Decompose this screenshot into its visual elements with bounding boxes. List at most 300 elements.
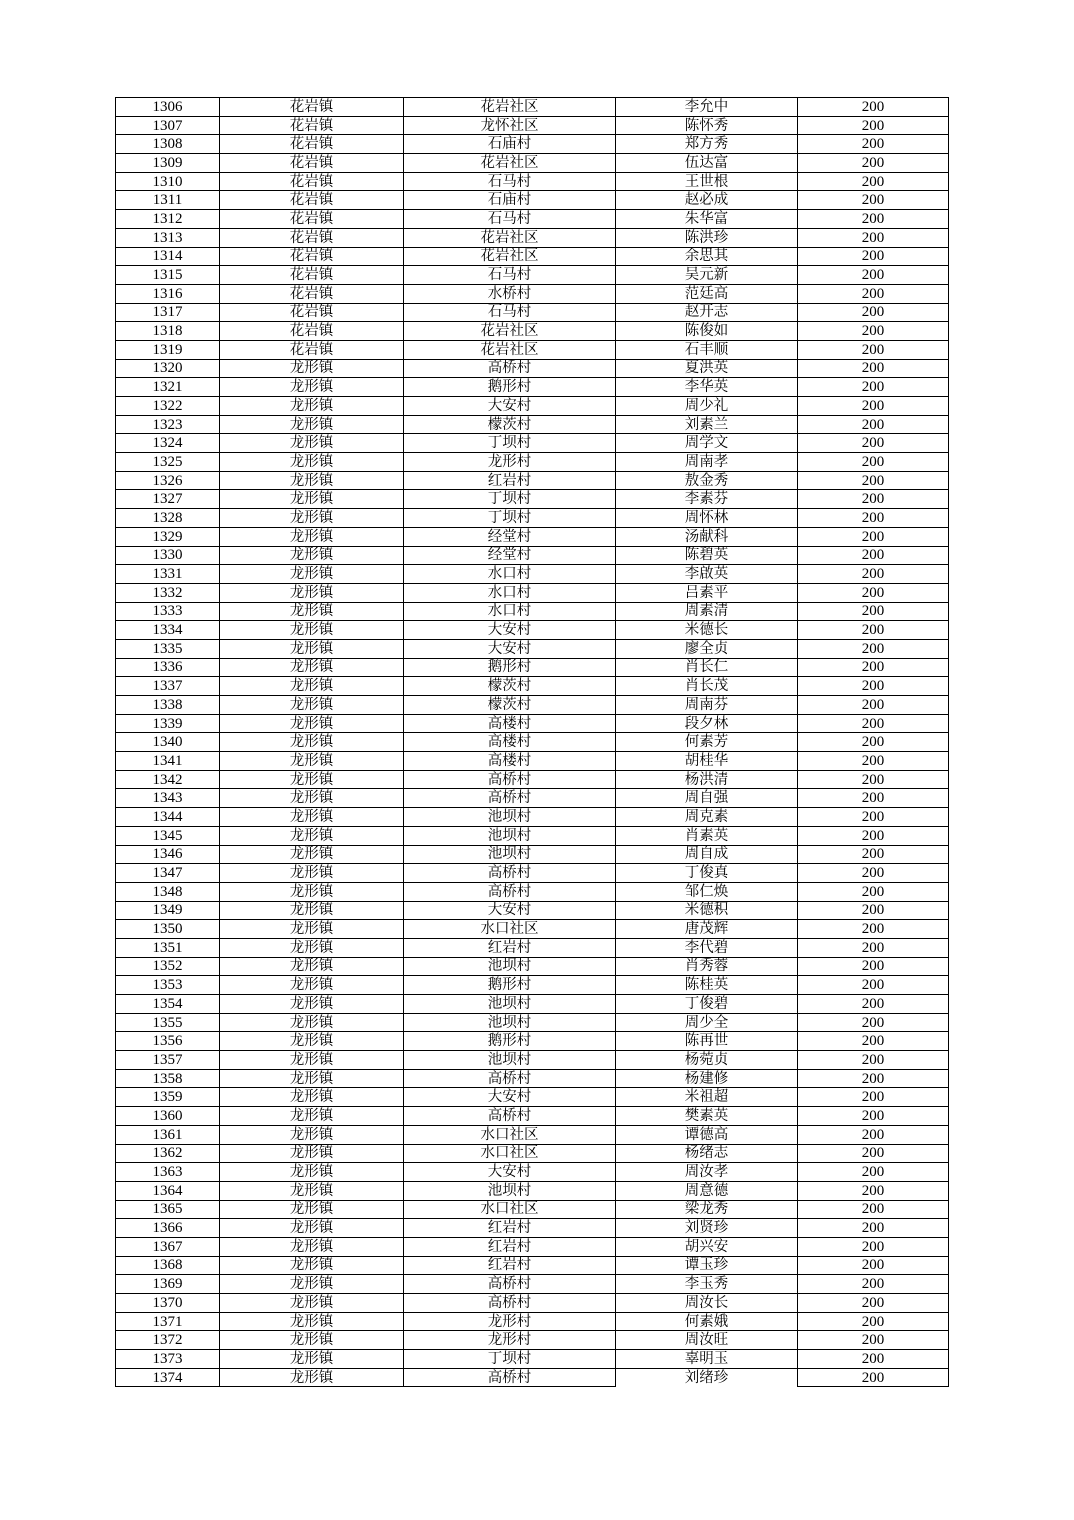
village-cell: 红岩村 xyxy=(404,1237,616,1256)
serial-number-cell: 1364 xyxy=(116,1181,220,1200)
village-cell: 池坝村 xyxy=(404,1051,616,1070)
name-cell: 邹仁焕 xyxy=(616,882,798,901)
name-cell: 段夕林 xyxy=(616,714,798,733)
serial-number-cell: 1323 xyxy=(116,415,220,434)
village-cell: 龙形村 xyxy=(404,1312,616,1331)
town-cell: 龙形镇 xyxy=(220,378,404,397)
name-cell: 李玉秀 xyxy=(616,1275,798,1294)
name-cell: 刘素兰 xyxy=(616,415,798,434)
town-cell: 龙形镇 xyxy=(220,1163,404,1182)
name-cell: 周汝孝 xyxy=(616,1163,798,1182)
table-row xyxy=(116,172,949,191)
village-cell: 高桥村 xyxy=(404,789,616,808)
table-row xyxy=(116,415,949,434)
serial-number-cell: 1343 xyxy=(116,789,220,808)
amount-cell: 200 xyxy=(798,1051,949,1070)
table-row xyxy=(116,677,949,696)
name-cell: 李素芬 xyxy=(616,490,798,509)
name-cell: 肖素英 xyxy=(616,826,798,845)
amount-cell: 200 xyxy=(798,378,949,397)
amount-cell: 200 xyxy=(798,696,949,715)
amount-cell: 200 xyxy=(798,284,949,303)
amount-cell: 200 xyxy=(798,340,949,359)
amount-cell: 200 xyxy=(798,1032,949,1051)
town-cell: 龙形镇 xyxy=(220,1237,404,1256)
table-row xyxy=(116,1256,949,1275)
name-cell: 石丰顺 xyxy=(616,340,798,359)
town-cell: 龙形镇 xyxy=(220,1294,404,1313)
serial-number-cell: 1316 xyxy=(116,284,220,303)
serial-number-cell: 1334 xyxy=(116,621,220,640)
name-cell: 王世根 xyxy=(616,172,798,191)
table-row xyxy=(116,901,949,920)
village-cell: 高楼村 xyxy=(404,752,616,771)
town-cell: 龙形镇 xyxy=(220,583,404,602)
name-cell: 伍达富 xyxy=(616,154,798,173)
town-cell: 龙形镇 xyxy=(220,639,404,658)
name-cell: 刘绪珍 xyxy=(616,1368,798,1387)
town-cell: 花岩镇 xyxy=(220,228,404,247)
name-cell: 赵必成 xyxy=(616,191,798,210)
serial-number-cell: 1344 xyxy=(116,808,220,827)
amount-cell: 200 xyxy=(798,733,949,752)
name-cell: 吴元新 xyxy=(616,266,798,285)
amount-cell: 200 xyxy=(798,658,949,677)
amount-cell: 200 xyxy=(798,322,949,341)
serial-number-cell: 1333 xyxy=(116,602,220,621)
serial-number-cell: 1349 xyxy=(116,901,220,920)
name-cell: 胡桂华 xyxy=(616,752,798,771)
serial-number-cell: 1360 xyxy=(116,1107,220,1126)
village-cell: 经堂村 xyxy=(404,546,616,565)
serial-number-cell: 1371 xyxy=(116,1312,220,1331)
name-cell: 朱华富 xyxy=(616,210,798,229)
amount-cell: 200 xyxy=(798,490,949,509)
serial-number-cell: 1324 xyxy=(116,434,220,453)
serial-number-cell: 1317 xyxy=(116,303,220,322)
name-cell: 周素清 xyxy=(616,602,798,621)
table-row xyxy=(116,1125,949,1144)
village-cell: 经堂村 xyxy=(404,527,616,546)
table-row xyxy=(116,1237,949,1256)
table-row xyxy=(116,733,949,752)
table-row xyxy=(116,1181,949,1200)
amount-cell: 200 xyxy=(798,995,949,1014)
amount-cell: 200 xyxy=(798,901,949,920)
town-cell: 龙形镇 xyxy=(220,453,404,472)
town-cell: 龙形镇 xyxy=(220,621,404,640)
amount-cell: 200 xyxy=(798,826,949,845)
table-row xyxy=(116,1088,949,1107)
table-row xyxy=(116,583,949,602)
town-cell: 龙形镇 xyxy=(220,1069,404,1088)
table-row xyxy=(116,509,949,528)
amount-cell: 200 xyxy=(798,752,949,771)
serial-number-cell: 1350 xyxy=(116,920,220,939)
table-row xyxy=(116,770,949,789)
amount-cell: 200 xyxy=(798,957,949,976)
village-cell: 丁坝村 xyxy=(404,490,616,509)
village-cell: 大安村 xyxy=(404,621,616,640)
amount-cell: 200 xyxy=(798,1219,949,1238)
serial-number-cell: 1337 xyxy=(116,677,220,696)
table-row xyxy=(116,116,949,135)
amount-cell: 200 xyxy=(798,1350,949,1369)
town-cell: 龙形镇 xyxy=(220,1144,404,1163)
table-row xyxy=(116,191,949,210)
table-row xyxy=(116,378,949,397)
amount-cell: 200 xyxy=(798,714,949,733)
town-cell: 龙形镇 xyxy=(220,752,404,771)
table-row xyxy=(116,135,949,154)
serial-number-cell: 1351 xyxy=(116,938,220,957)
name-cell: 周学文 xyxy=(616,434,798,453)
name-cell: 周自成 xyxy=(616,845,798,864)
town-cell: 龙形镇 xyxy=(220,1051,404,1070)
serial-number-cell: 1308 xyxy=(116,135,220,154)
table-row xyxy=(116,527,949,546)
amount-cell: 200 xyxy=(798,920,949,939)
village-cell: 石马村 xyxy=(404,172,616,191)
table-row xyxy=(116,1069,949,1088)
serial-number-cell: 1345 xyxy=(116,826,220,845)
village-cell: 高桥村 xyxy=(404,770,616,789)
amount-cell: 200 xyxy=(798,172,949,191)
village-cell: 高楼村 xyxy=(404,714,616,733)
town-cell: 龙形镇 xyxy=(220,677,404,696)
village-cell: 池坝村 xyxy=(404,826,616,845)
serial-number-cell: 1367 xyxy=(116,1237,220,1256)
table-row xyxy=(116,1051,949,1070)
village-cell: 池坝村 xyxy=(404,808,616,827)
village-cell: 红岩村 xyxy=(404,1219,616,1238)
village-cell: 高桥村 xyxy=(404,882,616,901)
serial-number-cell: 1313 xyxy=(116,228,220,247)
amount-cell: 200 xyxy=(798,1294,949,1313)
village-cell: 高桥村 xyxy=(404,864,616,883)
village-cell: 花岩社区 xyxy=(404,154,616,173)
village-cell: 花岩社区 xyxy=(404,247,616,266)
village-cell: 丁坝村 xyxy=(404,1350,616,1369)
serial-number-cell: 1336 xyxy=(116,658,220,677)
serial-number-cell: 1373 xyxy=(116,1350,220,1369)
amount-cell: 200 xyxy=(798,789,949,808)
name-cell: 陈怀秀 xyxy=(616,116,798,135)
amount-cell: 200 xyxy=(798,639,949,658)
amount-cell: 200 xyxy=(798,621,949,640)
name-cell: 丁俊真 xyxy=(616,864,798,883)
town-cell: 龙形镇 xyxy=(220,1032,404,1051)
serial-number-cell: 1346 xyxy=(116,845,220,864)
name-cell: 周汝长 xyxy=(616,1294,798,1313)
name-cell: 周南芬 xyxy=(616,696,798,715)
serial-number-cell: 1335 xyxy=(116,639,220,658)
serial-number-cell: 1340 xyxy=(116,733,220,752)
amount-cell: 200 xyxy=(798,210,949,229)
amount-cell: 200 xyxy=(798,677,949,696)
name-cell: 肖长仁 xyxy=(616,658,798,677)
table-row xyxy=(116,266,949,285)
name-cell: 杨洪清 xyxy=(616,770,798,789)
village-cell: 花岩社区 xyxy=(404,340,616,359)
village-cell: 丁坝村 xyxy=(404,434,616,453)
name-cell: 范廷高 xyxy=(616,284,798,303)
amount-cell: 200 xyxy=(798,471,949,490)
town-cell: 龙形镇 xyxy=(220,976,404,995)
table-row xyxy=(116,1013,949,1032)
table-row xyxy=(116,882,949,901)
table-row xyxy=(116,808,949,827)
serial-number-cell: 1357 xyxy=(116,1051,220,1070)
serial-number-cell: 1318 xyxy=(116,322,220,341)
name-cell: 李代碧 xyxy=(616,938,798,957)
amount-cell: 200 xyxy=(798,864,949,883)
name-cell: 米祖超 xyxy=(616,1088,798,1107)
amount-cell: 200 xyxy=(798,546,949,565)
village-cell: 池坝村 xyxy=(404,957,616,976)
town-cell: 龙形镇 xyxy=(220,938,404,957)
village-cell: 池坝村 xyxy=(404,1013,616,1032)
serial-number-cell: 1312 xyxy=(116,210,220,229)
serial-number-cell: 1331 xyxy=(116,565,220,584)
amount-cell: 200 xyxy=(798,938,949,957)
serial-number-cell: 1356 xyxy=(116,1032,220,1051)
table-row xyxy=(116,1350,949,1369)
table-row xyxy=(116,1107,949,1126)
town-cell: 龙形镇 xyxy=(220,1125,404,1144)
amount-cell: 200 xyxy=(798,976,949,995)
table-row xyxy=(116,845,949,864)
table-row xyxy=(116,658,949,677)
village-cell: 高桥村 xyxy=(404,359,616,378)
town-cell: 龙形镇 xyxy=(220,397,404,416)
village-cell: 池坝村 xyxy=(404,1181,616,1200)
village-cell: 水口社区 xyxy=(404,1144,616,1163)
name-cell: 李啟英 xyxy=(616,565,798,584)
town-cell: 龙形镇 xyxy=(220,995,404,1014)
town-cell: 龙形镇 xyxy=(220,845,404,864)
town-cell: 龙形镇 xyxy=(220,471,404,490)
town-cell: 龙形镇 xyxy=(220,490,404,509)
serial-number-cell: 1307 xyxy=(116,116,220,135)
town-cell: 花岩镇 xyxy=(220,303,404,322)
name-cell: 何素娥 xyxy=(616,1312,798,1331)
town-cell: 龙形镇 xyxy=(220,920,404,939)
table-row xyxy=(116,826,949,845)
amount-cell: 200 xyxy=(798,228,949,247)
name-cell: 梁龙秀 xyxy=(616,1200,798,1219)
table-row xyxy=(116,565,949,584)
amount-cell: 200 xyxy=(798,415,949,434)
table-row xyxy=(116,247,949,266)
town-cell: 龙形镇 xyxy=(220,546,404,565)
serial-number-cell: 1309 xyxy=(116,154,220,173)
table-row xyxy=(116,1331,949,1350)
village-cell: 石马村 xyxy=(404,266,616,285)
village-cell: 石马村 xyxy=(404,303,616,322)
name-cell: 周少礼 xyxy=(616,397,798,416)
village-cell: 鹅形村 xyxy=(404,1032,616,1051)
name-cell: 周南孝 xyxy=(616,453,798,472)
serial-number-cell: 1321 xyxy=(116,378,220,397)
amount-cell: 200 xyxy=(798,565,949,584)
town-cell: 龙形镇 xyxy=(220,602,404,621)
village-cell: 高桥村 xyxy=(404,1275,616,1294)
town-cell: 花岩镇 xyxy=(220,154,404,173)
village-cell: 红岩村 xyxy=(404,938,616,957)
serial-number-cell: 1361 xyxy=(116,1125,220,1144)
serial-number-cell: 1347 xyxy=(116,864,220,883)
name-cell: 米德积 xyxy=(616,901,798,920)
name-cell: 敖金秀 xyxy=(616,471,798,490)
name-cell: 杨绪志 xyxy=(616,1144,798,1163)
serial-number-cell: 1348 xyxy=(116,882,220,901)
name-cell: 余思其 xyxy=(616,247,798,266)
village-cell: 大安村 xyxy=(404,397,616,416)
amount-cell: 200 xyxy=(798,453,949,472)
table-body xyxy=(116,98,949,1387)
village-cell: 花岩社区 xyxy=(404,228,616,247)
serial-number-cell: 1325 xyxy=(116,453,220,472)
town-cell: 龙形镇 xyxy=(220,714,404,733)
table-row xyxy=(116,1032,949,1051)
village-cell: 花岩社区 xyxy=(404,98,616,117)
town-cell: 龙形镇 xyxy=(220,826,404,845)
town-cell: 龙形镇 xyxy=(220,1350,404,1369)
amount-cell: 200 xyxy=(798,154,949,173)
town-cell: 龙形镇 xyxy=(220,789,404,808)
name-cell: 周克素 xyxy=(616,808,798,827)
name-cell: 吕素平 xyxy=(616,583,798,602)
town-cell: 花岩镇 xyxy=(220,98,404,117)
amount-cell: 200 xyxy=(798,1144,949,1163)
village-cell: 龙怀社区 xyxy=(404,116,616,135)
name-cell: 周意德 xyxy=(616,1181,798,1200)
serial-number-cell: 1372 xyxy=(116,1331,220,1350)
serial-number-cell: 1355 xyxy=(116,1013,220,1032)
village-cell: 龙形村 xyxy=(404,1331,616,1350)
name-cell: 谭德高 xyxy=(616,1125,798,1144)
town-cell: 花岩镇 xyxy=(220,247,404,266)
name-cell: 陈碧英 xyxy=(616,546,798,565)
town-cell: 花岩镇 xyxy=(220,284,404,303)
town-cell: 花岩镇 xyxy=(220,191,404,210)
amount-cell: 200 xyxy=(798,135,949,154)
town-cell: 龙形镇 xyxy=(220,1331,404,1350)
village-cell: 水口村 xyxy=(404,565,616,584)
table-row xyxy=(116,154,949,173)
amount-cell: 200 xyxy=(798,602,949,621)
table-row xyxy=(116,322,949,341)
table-row xyxy=(116,546,949,565)
serial-number-cell: 1342 xyxy=(116,770,220,789)
serial-number-cell: 1320 xyxy=(116,359,220,378)
name-cell: 周自强 xyxy=(616,789,798,808)
town-cell: 龙形镇 xyxy=(220,1200,404,1219)
serial-number-cell: 1374 xyxy=(116,1368,220,1387)
amount-cell: 200 xyxy=(798,1275,949,1294)
serial-number-cell: 1352 xyxy=(116,957,220,976)
village-cell: 石庙村 xyxy=(404,135,616,154)
amount-cell: 200 xyxy=(798,1013,949,1032)
serial-number-cell: 1319 xyxy=(116,340,220,359)
amount-cell: 200 xyxy=(798,1069,949,1088)
name-cell: 陈俊如 xyxy=(616,322,798,341)
town-cell: 龙形镇 xyxy=(220,733,404,752)
village-cell: 水口社区 xyxy=(404,1125,616,1144)
amount-cell: 200 xyxy=(798,116,949,135)
table-row xyxy=(116,359,949,378)
town-cell: 龙形镇 xyxy=(220,509,404,528)
name-cell: 陈洪珍 xyxy=(616,228,798,247)
town-cell: 龙形镇 xyxy=(220,770,404,789)
table-row xyxy=(116,228,949,247)
table-row xyxy=(116,864,949,883)
serial-number-cell: 1358 xyxy=(116,1069,220,1088)
town-cell: 龙形镇 xyxy=(220,359,404,378)
serial-number-cell: 1368 xyxy=(116,1256,220,1275)
table-row xyxy=(116,621,949,640)
amount-cell: 200 xyxy=(798,1312,949,1331)
town-cell: 花岩镇 xyxy=(220,340,404,359)
table-row xyxy=(116,1219,949,1238)
amount-cell: 200 xyxy=(798,397,949,416)
amount-cell: 200 xyxy=(798,191,949,210)
serial-number-cell: 1329 xyxy=(116,527,220,546)
town-cell: 龙形镇 xyxy=(220,527,404,546)
serial-number-cell: 1370 xyxy=(116,1294,220,1313)
village-cell: 鹅形村 xyxy=(404,378,616,397)
amount-cell: 200 xyxy=(798,1237,949,1256)
village-cell: 丁坝村 xyxy=(404,509,616,528)
name-cell: 辜明玉 xyxy=(616,1350,798,1369)
town-cell: 龙形镇 xyxy=(220,1256,404,1275)
town-cell: 龙形镇 xyxy=(220,1088,404,1107)
name-cell: 刘贤珍 xyxy=(616,1219,798,1238)
amount-cell: 200 xyxy=(798,359,949,378)
name-cell: 米德长 xyxy=(616,621,798,640)
village-cell: 红岩村 xyxy=(404,1256,616,1275)
name-cell: 胡兴安 xyxy=(616,1237,798,1256)
village-cell: 池坝村 xyxy=(404,845,616,864)
amount-cell: 200 xyxy=(798,808,949,827)
table-row xyxy=(116,471,949,490)
serial-number-cell: 1341 xyxy=(116,752,220,771)
table-row xyxy=(116,789,949,808)
town-cell: 龙形镇 xyxy=(220,415,404,434)
village-cell: 水桥村 xyxy=(404,284,616,303)
village-cell: 花岩社区 xyxy=(404,322,616,341)
serial-number-cell: 1326 xyxy=(116,471,220,490)
subsidy-list-table xyxy=(115,97,949,1387)
name-cell: 谭玉珍 xyxy=(616,1256,798,1275)
amount-cell: 200 xyxy=(798,1331,949,1350)
town-cell: 龙形镇 xyxy=(220,696,404,715)
table-row xyxy=(116,1275,949,1294)
name-cell: 夏洪英 xyxy=(616,359,798,378)
table-row xyxy=(116,284,949,303)
table-row xyxy=(116,490,949,509)
name-cell: 赵开志 xyxy=(616,303,798,322)
village-cell: 大安村 xyxy=(404,639,616,658)
village-cell: 鹅形村 xyxy=(404,658,616,677)
amount-cell: 200 xyxy=(798,1256,949,1275)
amount-cell: 200 xyxy=(798,1163,949,1182)
name-cell: 廖全贞 xyxy=(616,639,798,658)
amount-cell: 200 xyxy=(798,509,949,528)
village-cell: 水口社区 xyxy=(404,920,616,939)
town-cell: 花岩镇 xyxy=(220,116,404,135)
